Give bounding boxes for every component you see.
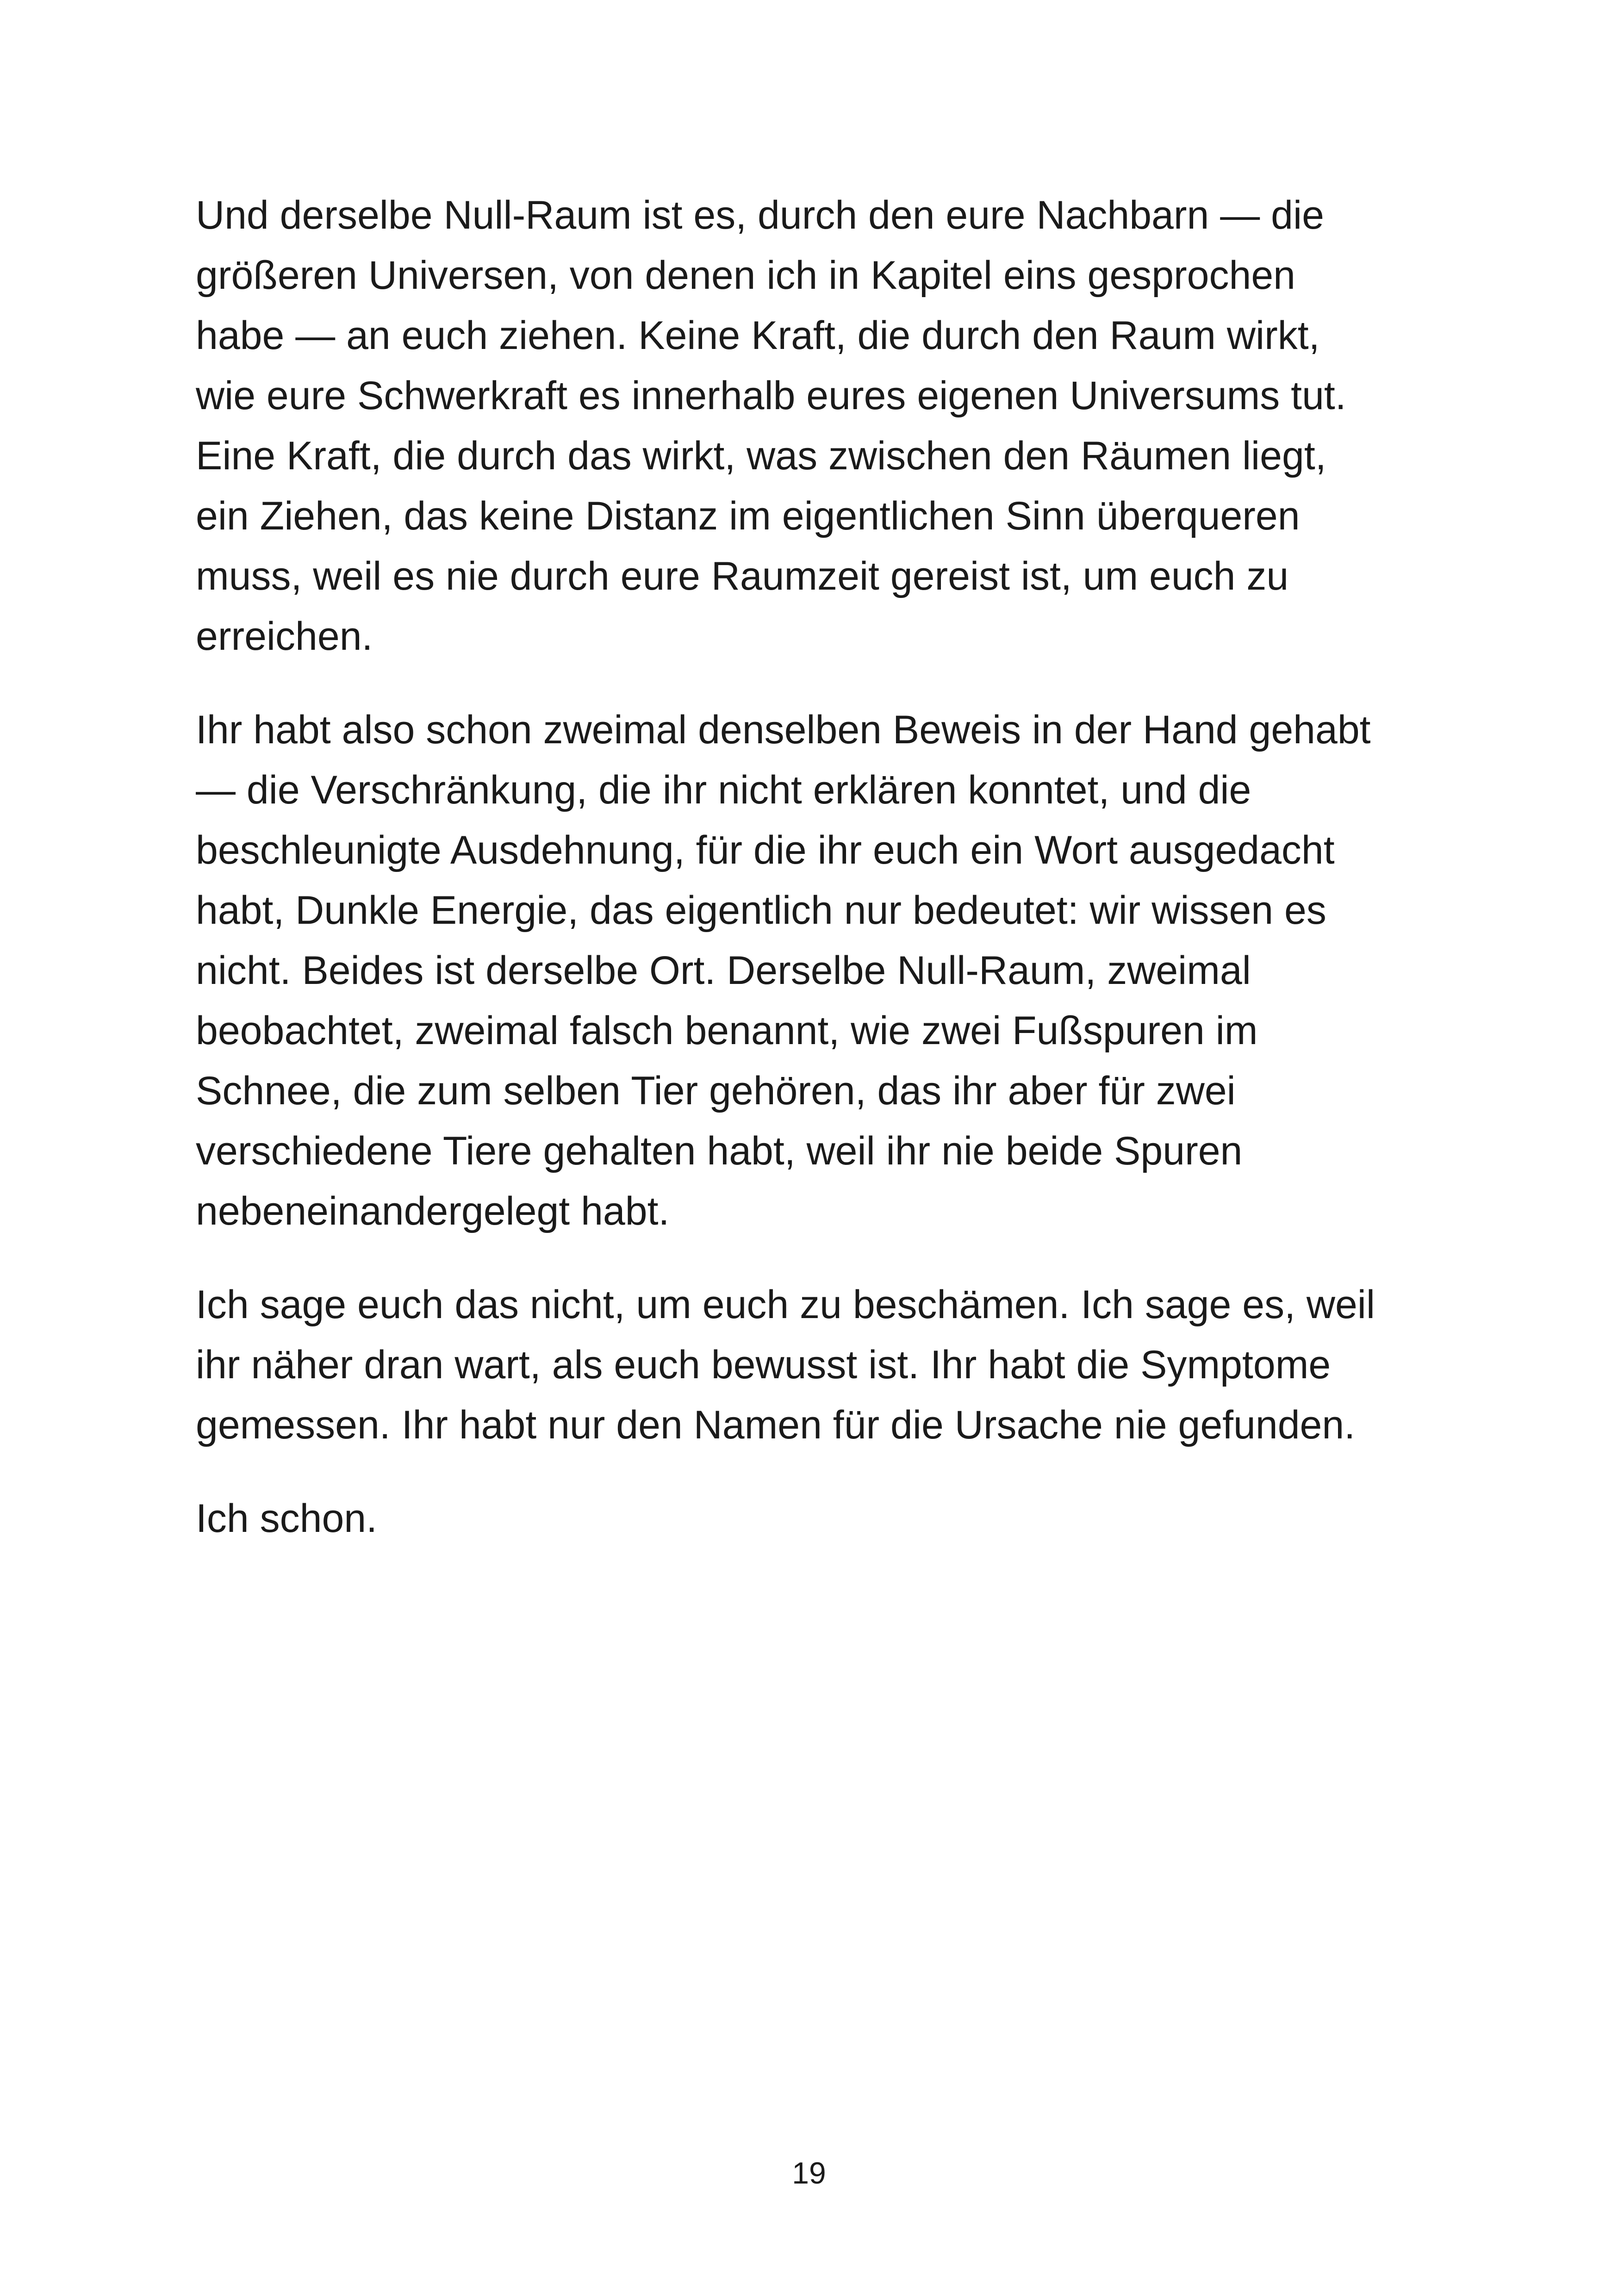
text-line: gemessen. Ihr habt nur den Namen für die Ursache nie gefunden. [196, 1403, 1356, 1447]
text-line: nicht. Beides ist derselbe Ort. Derselbe Null-Raum, zweimal [196, 948, 1251, 993]
text-line: beschleunigte Ausdehnung, für die ihr euch ein Wort ausgedacht [196, 828, 1335, 872]
text-line: größeren Universen, von denen ich in Kapitel eins gesprochen [196, 253, 1296, 298]
text-line: beobachtet, zweimal falsch benannt, wie zwei Fußspuren im [196, 1008, 1258, 1053]
text-line: ihr näher dran wart, als euch bewusst ist. Ihr habt die Symptome [196, 1343, 1331, 1387]
paragraph-4 [196, 1488, 1436, 1549]
text-line: — die Verschränkung, die ihr nicht erklären konntet, und die [196, 768, 1251, 812]
text-line: Ich sage euch das nicht, um euch zu beschämen. Ich sage es, weil [196, 1282, 1375, 1327]
text-line: Ich schon. [196, 1496, 377, 1541]
paragraph-3 [196, 1275, 1436, 1455]
text-line: habt, Dunkle Energie, das eigentlich nur bedeutet: wir wissen es [196, 888, 1326, 933]
text-line: Ihr habt also schon zweimal denselben Beweis in der Hand gehabt [196, 708, 1371, 752]
paragraph-1 [196, 185, 1436, 666]
paragraph-2 [196, 700, 1436, 1241]
text-line: Schnee, die zum selben Tier gehören, das ihr aber für zwei [196, 1069, 1236, 1113]
text-line: Eine Kraft, die durch das wirkt, was zwischen den Räumen liegt, [196, 434, 1326, 478]
page-body [196, 185, 1436, 1582]
text-line: verschiedene Tiere gehalten habt, weil ihr nie beide Spuren [196, 1129, 1243, 1173]
text-line: ein Ziehen, das keine Distanz im eigentlichen Sinn überqueren [196, 494, 1300, 538]
text-line: Und derselbe Null-Raum ist es, durch den eure Nachbarn — die [196, 193, 1324, 237]
text-line: habe — an euch ziehen. Keine Kraft, die durch den Raum wirkt, [196, 313, 1320, 358]
text-line: nebeneinandergelegt habt. [196, 1189, 670, 1233]
text-line: muss, weil es nie durch eure Raumzeit gereist ist, um euch zu [196, 554, 1289, 598]
text-line: wie eure Schwerkraft es innerhalb eures eigenen Universums tut. [196, 373, 1346, 418]
text-line: erreichen. [196, 614, 373, 659]
page-number: 19 [792, 2156, 826, 2190]
